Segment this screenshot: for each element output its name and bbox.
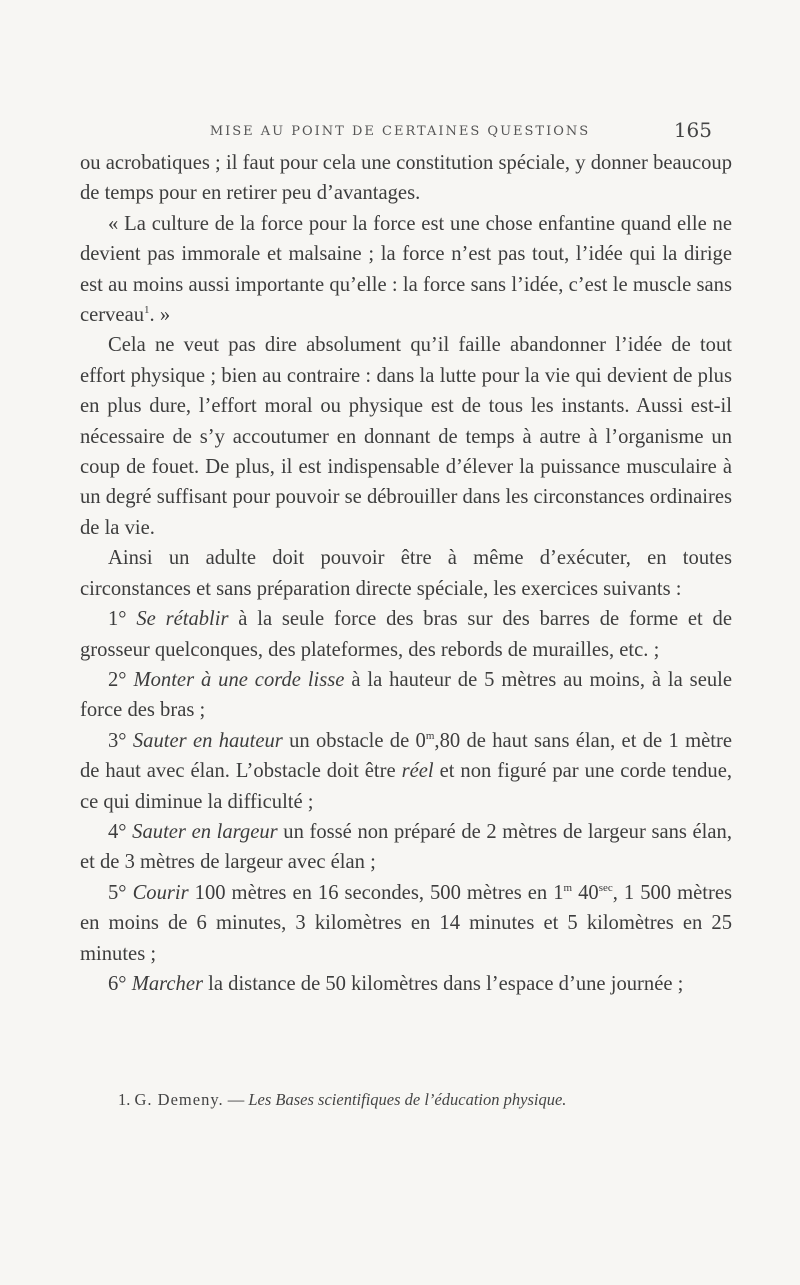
unit-superscript: m bbox=[425, 729, 435, 742]
item-text: ,80 de haut sans élan, et de 1 mètre de haut avec élan. L’obstacle doit être bbox=[80, 729, 732, 783]
item-title: Se rétablir bbox=[136, 608, 229, 631]
item-text: à la seule force des bras sur des barres de forme et de grosseur quelconques, des plateformes, des rebords de murailles, etc. ; bbox=[80, 608, 732, 661]
list-item-2 bbox=[80, 665, 732, 726]
running-title: MISE AU POINT DE CERTAINES QUESTIONS bbox=[209, 124, 591, 139]
item-number: 5° bbox=[108, 881, 127, 904]
item-title: Sauter en largeur bbox=[132, 820, 278, 843]
paragraph-2-quote bbox=[80, 209, 732, 331]
list-item-4 bbox=[80, 817, 732, 878]
item-title: Courir bbox=[132, 881, 189, 904]
unit-superscript: sec bbox=[598, 881, 613, 894]
quote-text: « La culture de la force pour la force est une chose enfantine quand elle ne devient pas immorale et malsaine ; la force n’est pas tout, l’idée qui la dirige est au moins aussi importante qu’elle : la force sans l’idée, c’est le muscle sans cerveau bbox=[80, 212, 732, 327]
footnote-author: G. Demeny. bbox=[134, 1090, 224, 1109]
item-text: , 1 500 mètres en moins de 6 minutes, 3 kilomètres en 14 minutes et 5 kilomètres en 25 minutes ; bbox=[80, 881, 732, 965]
list-item-6 bbox=[80, 969, 732, 999]
unit-superscript: m bbox=[563, 881, 573, 894]
paragraph-3: Cela ne veut pas dire absolument qu’il faille abandonner l’idée de tout effort physique ; bien au contraire : dans la lutte pour la vie qui devient de plus en plus dure, l’effort moral ou physique est de tous les instants. Aussi est-il nécessaire de s’y accoutumer en donnant de temps à autre à l’organisme un coup de fouet. De plus, il est indispensable d’élever la puissance musculaire à un degré suffisant pour pouvoir se débrouiller dans les circonstances ordinaires de la vie. bbox=[80, 334, 732, 539]
item-number: 6° bbox=[108, 972, 127, 995]
quote-end: . » bbox=[149, 304, 171, 327]
item-title: Monter à une corde lisse bbox=[133, 668, 345, 691]
item-text: la distance de 50 kilomètres dans l’espace d’une journée ; bbox=[203, 972, 684, 995]
body-text bbox=[80, 148, 732, 999]
footnote-dash: — bbox=[223, 1090, 249, 1109]
list-item-3 bbox=[80, 726, 732, 817]
item-text: un obstacle de 0 bbox=[282, 729, 426, 752]
item-text: 40 bbox=[572, 881, 599, 904]
running-head bbox=[0, 118, 800, 148]
item-text: et non figuré par une corde tendue, ce qui diminue la difficulté ; bbox=[80, 760, 732, 813]
item-number: 3° bbox=[108, 729, 127, 752]
item-text: à la hauteur de 5 mètres au moins, à la seule force des bras ; bbox=[80, 668, 732, 722]
page-number: 165 bbox=[673, 118, 712, 142]
footnote bbox=[118, 1090, 738, 1110]
footnote-number: 1. bbox=[118, 1090, 131, 1109]
item-emphasis: réel bbox=[401, 760, 434, 783]
footnote-ref: 1 bbox=[144, 304, 150, 317]
list-item-5 bbox=[80, 878, 732, 969]
footnote-title: Les Bases scientifiques de l’éducation physique. bbox=[248, 1090, 567, 1109]
item-number: 4° bbox=[108, 820, 127, 843]
item-title: Marcher bbox=[131, 972, 203, 995]
item-number: 2° bbox=[108, 668, 127, 691]
item-title: Sauter en hauteur bbox=[132, 729, 283, 752]
item-text: un fossé non préparé de 2 mètres de largeur sans élan, et de 3 mètres de largeur avec élan ; bbox=[80, 820, 732, 874]
paragraph-4: Ainsi un adulte doit pouvoir être à même d’exécuter, en toutes circonstances et sans préparation directe spéciale, les exercices suivants : bbox=[80, 547, 732, 600]
list-item-1 bbox=[80, 604, 732, 665]
item-text: 100 mètres en 16 secondes, 500 mètres en 1 bbox=[188, 881, 564, 904]
item-number: 1° bbox=[108, 608, 127, 631]
paragraph-1: ou acrobatiques ; il faut pour cela une constitution spéciale, y donner beaucoup de temps pour en retirer peu d’avantages. bbox=[80, 152, 732, 205]
